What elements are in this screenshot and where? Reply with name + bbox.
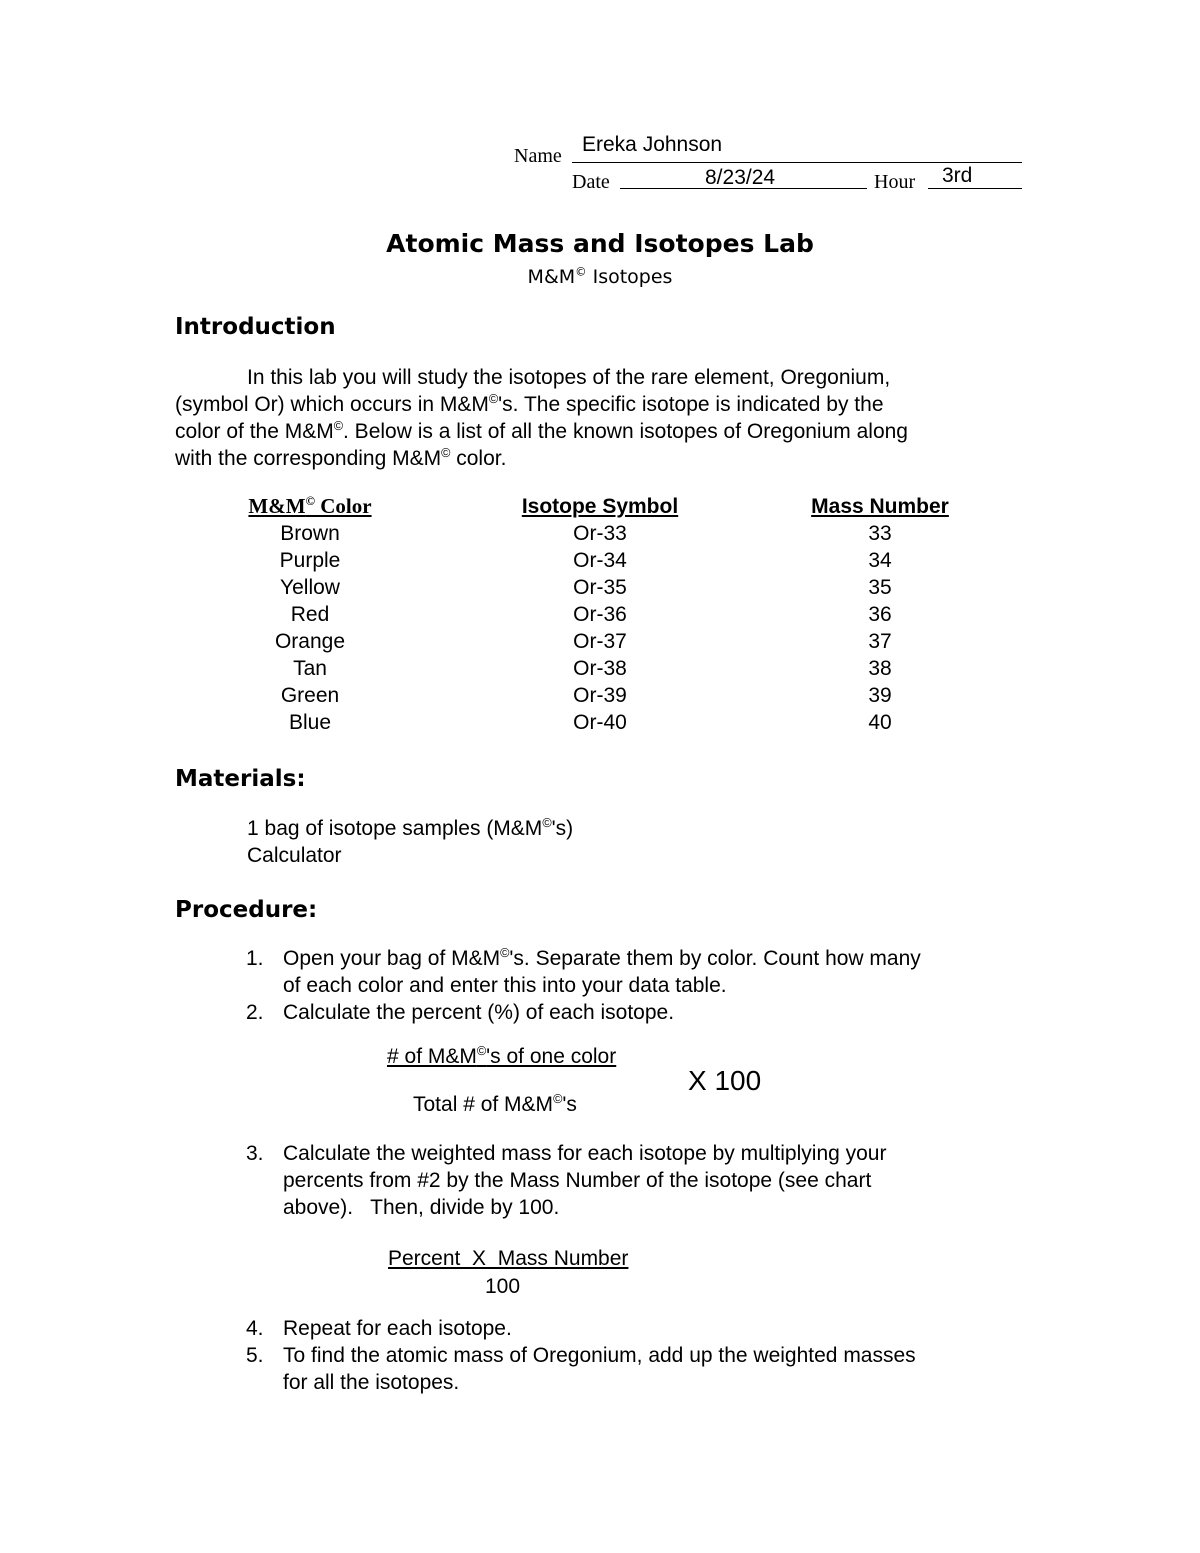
page-subtitle: M&M© Isotopes <box>527 264 673 288</box>
date-value: 8/23/24 <box>705 166 776 189</box>
cell-mass: 38 <box>868 656 892 680</box>
formula-numerator: # of M&M©'s of one color <box>387 1044 617 1068</box>
header-symbol: Isotope Symbol <box>521 494 679 518</box>
cell-mass: 36 <box>868 602 892 626</box>
materials-item: 1 bag of isotope samples (M&M©'s) <box>247 816 574 840</box>
intro-line: color of the M&M©. Below is a list of all the known isotopes of Oregonium along <box>175 419 908 443</box>
introduction-heading: Introduction <box>175 314 336 340</box>
cell-symbol: Or-39 <box>573 683 627 707</box>
formula2-numerator: Percent X Mass Number <box>388 1247 629 1270</box>
procedure-step: 1. Open your bag of M&M©'s. Separate them by color. Count how many of each color and enter this into your data table. <box>246 946 921 997</box>
cell-color: Yellow <box>280 575 340 599</box>
materials-item: Calculator <box>247 844 342 867</box>
procedure-step: 2. Calculate the percent (%) of each isotope. <box>246 1001 675 1024</box>
cell-mass: 39 <box>868 683 892 707</box>
cell-mass: 40 <box>868 710 892 734</box>
table-row <box>175 709 1005 736</box>
cell-symbol: Or-38 <box>573 656 627 680</box>
table-row <box>175 682 1005 709</box>
procedure-step: 5. To find the atomic mass of Oregonium, add up the weighted masses for all the isotopes. <box>246 1344 916 1394</box>
table-row <box>175 601 1005 628</box>
materials-list <box>247 815 573 869</box>
table-row <box>175 628 1005 655</box>
cell-symbol: Or-33 <box>573 521 627 545</box>
materials-heading: Materials: <box>175 766 306 792</box>
cell-symbol: Or-34 <box>573 548 627 572</box>
name-value: Ereka Johnson <box>582 133 723 156</box>
intro-line: (symbol Or) which occurs in M&M©'s. The specific isotope is indicated by the <box>175 392 884 416</box>
table-header-row <box>175 493 1005 520</box>
formula-multiplier: X 100 <box>688 1065 762 1096</box>
cell-color: Blue <box>288 710 332 734</box>
procedure-step: 4. Repeat for each isotope. <box>246 1317 512 1340</box>
header-color: M&M© Color <box>248 494 372 518</box>
cell-color: Purple <box>279 548 341 572</box>
procedure-step-3 <box>246 1140 1046 1221</box>
header-mass: Mass Number <box>811 494 949 518</box>
intro-line: In this lab you will study the isotopes of the rare element, Oregonium, <box>247 366 891 389</box>
table-row <box>175 520 1005 547</box>
formula-denominator: Total # of M&M©'s <box>413 1092 577 1116</box>
procedure-steps-4-5 <box>246 1315 1046 1396</box>
cell-symbol: Or-35 <box>573 575 627 599</box>
table-row <box>175 655 1005 682</box>
formula2-denominator: 100 <box>485 1275 521 1298</box>
table-row <box>175 574 1005 601</box>
cell-symbol: Or-40 <box>573 710 627 734</box>
cell-color: Red <box>290 602 330 626</box>
cell-mass: 33 <box>868 521 892 545</box>
cell-color: Orange <box>274 629 346 653</box>
procedure-heading: Procedure: <box>175 897 318 923</box>
cell-mass: 37 <box>868 629 892 653</box>
date-label: Date <box>572 171 610 193</box>
intro-line: with the corresponding M&M© color. <box>175 446 507 470</box>
page-title: Atomic Mass and Isotopes Lab <box>386 229 814 258</box>
procedure-step: 3. Calculate the weighted mass for each isotope by multiplying your percents from #2 by the Mass Number of the isotope (see chart above). Then, divide by 100. <box>246 1142 887 1219</box>
cell-mass: 34 <box>868 548 892 572</box>
procedure-steps-1-2 <box>246 945 1046 1026</box>
cell-color: Brown <box>280 521 340 545</box>
isotope-table <box>175 493 1005 736</box>
hour-label: Hour <box>874 171 916 193</box>
cell-symbol: Or-37 <box>573 629 627 653</box>
cell-mass: 35 <box>868 575 892 599</box>
hour-value: 3rd <box>942 164 973 187</box>
cell-color: Green <box>280 683 340 707</box>
introduction-paragraph <box>175 364 1035 472</box>
name-label: Name <box>514 145 562 167</box>
cell-symbol: Or-36 <box>573 602 627 626</box>
table-row <box>175 547 1005 574</box>
cell-color: Tan <box>293 656 327 680</box>
